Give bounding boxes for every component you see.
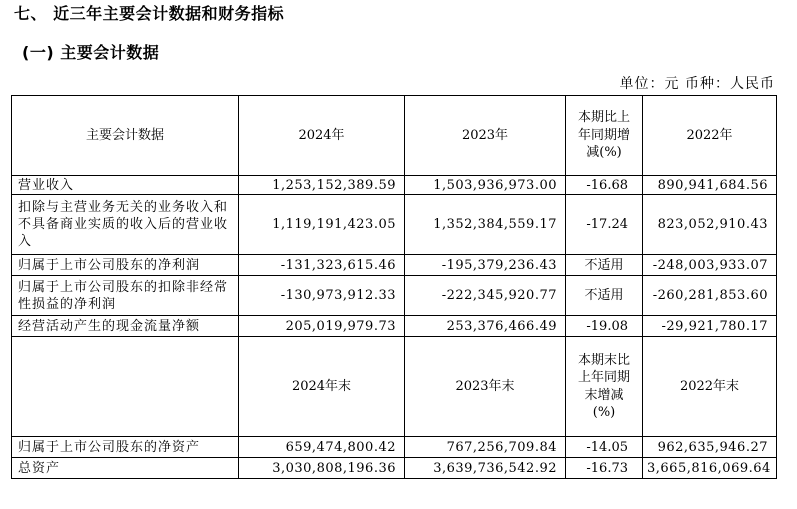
header-change-end: 本期末比上年同期末增减(%) — [566, 337, 643, 437]
value-2022: 823,052,910.43 — [643, 195, 777, 255]
header-2022: 2022年 — [643, 96, 777, 176]
value-change: 不适用 — [566, 276, 643, 316]
row-label: 营业收入 — [12, 176, 239, 195]
row-label: 总资产 — [12, 458, 239, 479]
section-title: 七、 近三年主要会计数据和财务指标 — [14, 4, 285, 23]
value-2023: 253,376,466.49 — [405, 316, 566, 337]
value-2024: 659,474,800.42 — [239, 437, 405, 458]
value-2022: 962,635,946.27 — [643, 437, 777, 458]
header-item: 主要会计数据 — [12, 96, 239, 176]
subsection-title: (一) 主要会计数据 — [22, 43, 160, 62]
value-2024: 3,030,808,196.36 — [239, 458, 405, 479]
header-2023-end: 2023年末 — [405, 337, 566, 437]
value-change: -16.73 — [566, 458, 643, 479]
value-2023: 3,639,736,542.92 — [405, 458, 566, 479]
value-2023: -222,345,920.77 — [405, 276, 566, 316]
row-label: 扣除与主营业务无关的业务收入和不具备商业实质的收入后的营业收入 — [12, 195, 239, 255]
table-row — [12, 437, 777, 458]
table-header-row — [12, 337, 777, 437]
accounting-data-table — [11, 95, 777, 479]
header-change: 本期比上年同期增减(%) — [566, 96, 643, 176]
header-2023: 2023年 — [405, 96, 566, 176]
value-2024: 1,119,191,423.05 — [239, 195, 405, 255]
value-2023: 1,503,936,973.00 — [405, 176, 566, 195]
value-change: -16.68 — [566, 176, 643, 195]
value-2023: -195,379,236.43 — [405, 255, 566, 276]
table-row — [12, 316, 777, 337]
value-change: -19.08 — [566, 316, 643, 337]
header-2024-end: 2024年末 — [239, 337, 405, 437]
value-2023: 767,256,709.84 — [405, 437, 566, 458]
value-change: 不适用 — [566, 255, 643, 276]
unit-currency-line: 单位：元 币种：人民币 — [619, 76, 775, 92]
header-item — [12, 337, 239, 437]
row-label: 经营活动产生的现金流量净额 — [12, 316, 239, 337]
header-2022-end: 2022年末 — [643, 337, 777, 437]
row-label: 归属于上市公司股东的净利润 — [12, 255, 239, 276]
row-label: 归属于上市公司股东的扣除非经常性损益的净利润 — [12, 276, 239, 316]
value-2022: 3,665,816,069.64 — [643, 458, 777, 479]
value-2022: 890,941,684.56 — [643, 176, 777, 195]
value-change: -17.24 — [566, 195, 643, 255]
value-2024: 1,253,152,389.59 — [239, 176, 405, 195]
table-row — [12, 195, 777, 255]
header-2024: 2024年 — [239, 96, 405, 176]
value-change: -14.05 — [566, 437, 643, 458]
table-row — [12, 255, 777, 276]
value-2022: -29,921,780.17 — [643, 316, 777, 337]
table-row — [12, 176, 777, 195]
table-header-row — [12, 96, 777, 176]
row-label: 归属于上市公司股东的净资产 — [12, 437, 239, 458]
value-2024: 205,019,979.73 — [239, 316, 405, 337]
value-2024: -130,973,912.33 — [239, 276, 405, 316]
value-2022: -260,281,853.60 — [643, 276, 777, 316]
value-2024: -131,323,615.46 — [239, 255, 405, 276]
value-2022: -248,003,933.07 — [643, 255, 777, 276]
table-row — [12, 276, 777, 316]
table-row — [12, 458, 777, 479]
value-2023: 1,352,384,559.17 — [405, 195, 566, 255]
